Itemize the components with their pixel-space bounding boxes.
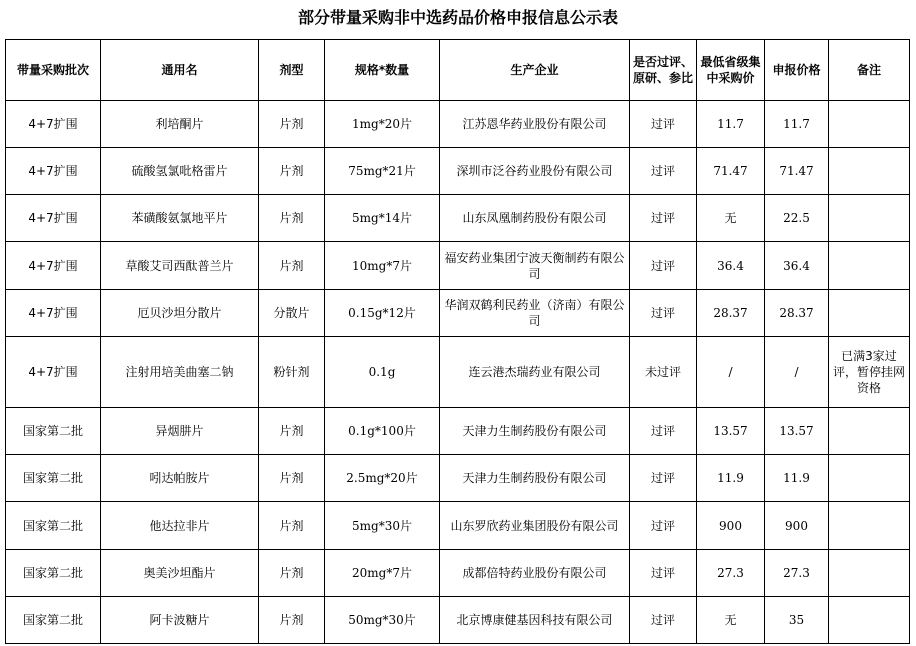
table-row — [6, 242, 910, 290]
cell-eval: 过评 — [630, 502, 697, 550]
cell-spec: 0.1g — [325, 337, 440, 408]
cell-batch: 国家第二批 — [6, 597, 101, 644]
price-table — [5, 39, 910, 644]
cell-eval: 过评 — [630, 550, 697, 597]
cell-batch: 4+7扩围 — [6, 290, 101, 337]
cell-price: 11.7 — [765, 101, 829, 148]
cell-name: 利培酮片 — [101, 101, 259, 148]
cell-batch: 4+7扩围 — [6, 101, 101, 148]
table-row — [6, 290, 910, 337]
cell-min-price: 13.57 — [697, 408, 765, 455]
cell-min-price: 71.47 — [697, 148, 765, 195]
cell-note — [829, 597, 910, 644]
cell-form: 粉针剂 — [259, 337, 325, 408]
table-row — [6, 148, 910, 195]
cell-spec: 5mg*30片 — [325, 502, 440, 550]
table-row — [6, 408, 910, 455]
cell-batch: 4+7扩围 — [6, 337, 101, 408]
cell-price: 28.37 — [765, 290, 829, 337]
cell-eval: 过评 — [630, 242, 697, 290]
cell-price: 35 — [765, 597, 829, 644]
header-eval: 是否过评、原研、参比 — [630, 40, 697, 101]
cell-note — [829, 455, 910, 502]
cell-batch: 4+7扩围 — [6, 148, 101, 195]
header-spec: 规格*数量 — [325, 40, 440, 101]
cell-spec: 0.1g*100片 — [325, 408, 440, 455]
cell-company: 深圳市泛谷药业股份有限公司 — [440, 148, 630, 195]
cell-min-price: 36.4 — [697, 242, 765, 290]
cell-note — [829, 408, 910, 455]
header-batch: 带量采购批次 — [6, 40, 101, 101]
table-row — [6, 597, 910, 644]
cell-form: 片剂 — [259, 550, 325, 597]
cell-note — [829, 502, 910, 550]
cell-eval: 未过评 — [630, 337, 697, 408]
page-title: 部分带量采购非中选药品价格申报信息公示表 — [297, 8, 618, 27]
cell-note — [829, 195, 910, 242]
cell-spec: 2.5mg*20片 — [325, 455, 440, 502]
cell-eval: 过评 — [630, 290, 697, 337]
cell-form: 片剂 — [259, 502, 325, 550]
cell-price: 22.5 — [765, 195, 829, 242]
cell-min-price: 无 — [697, 597, 765, 644]
cell-note — [829, 242, 910, 290]
table-row — [6, 550, 910, 597]
cell-form: 片剂 — [259, 101, 325, 148]
cell-spec: 1mg*20片 — [325, 101, 440, 148]
cell-price: 11.9 — [765, 455, 829, 502]
cell-eval: 过评 — [630, 101, 697, 148]
cell-form: 片剂 — [259, 242, 325, 290]
cell-name: 硫酸氢氯吡格雷片 — [101, 148, 259, 195]
cell-min-price: 27.3 — [697, 550, 765, 597]
cell-name: 草酸艾司西酞普兰片 — [101, 242, 259, 290]
cell-batch: 国家第二批 — [6, 408, 101, 455]
cell-eval: 过评 — [630, 408, 697, 455]
cell-form: 片剂 — [259, 597, 325, 644]
cell-note: 已满3家过评，暂停挂网资格 — [829, 337, 910, 408]
cell-company: 连云港杰瑞药业有限公司 — [440, 337, 630, 408]
cell-price: 36.4 — [765, 242, 829, 290]
cell-eval: 过评 — [630, 597, 697, 644]
header-form: 剂型 — [259, 40, 325, 101]
cell-spec: 10mg*7片 — [325, 242, 440, 290]
cell-company: 北京博康健基因科技有限公司 — [440, 597, 630, 644]
cell-form: 片剂 — [259, 408, 325, 455]
header-company: 生产企业 — [440, 40, 630, 101]
cell-min-price: / — [697, 337, 765, 408]
cell-batch: 国家第二批 — [6, 502, 101, 550]
cell-spec: 20mg*7片 — [325, 550, 440, 597]
cell-spec: 75mg*21片 — [325, 148, 440, 195]
cell-min-price: 无 — [697, 195, 765, 242]
table-row — [6, 455, 910, 502]
cell-form: 片剂 — [259, 455, 325, 502]
cell-form: 片剂 — [259, 148, 325, 195]
table-row — [6, 101, 910, 148]
cell-name: 厄贝沙坦分散片 — [101, 290, 259, 337]
cell-note — [829, 148, 910, 195]
cell-eval: 过评 — [630, 148, 697, 195]
cell-form: 片剂 — [259, 195, 325, 242]
cell-spec: 5mg*14片 — [325, 195, 440, 242]
cell-price: 27.3 — [765, 550, 829, 597]
cell-batch: 4+7扩围 — [6, 242, 101, 290]
cell-spec: 50mg*30片 — [325, 597, 440, 644]
table-row — [6, 195, 910, 242]
cell-note — [829, 290, 910, 337]
header-row — [6, 40, 910, 101]
cell-note — [829, 101, 910, 148]
cell-name: 奥美沙坦酯片 — [101, 550, 259, 597]
cell-batch: 国家第二批 — [6, 550, 101, 597]
cell-company: 成都倍特药业股份有限公司 — [440, 550, 630, 597]
cell-company: 华润双鹤利民药业（济南）有限公司 — [440, 290, 630, 337]
cell-batch: 国家第二批 — [6, 455, 101, 502]
cell-price: 900 — [765, 502, 829, 550]
cell-name: 苯磺酸氨氯地平片 — [101, 195, 259, 242]
cell-price: / — [765, 337, 829, 408]
cell-company: 山东罗欣药业集团股份有限公司 — [440, 502, 630, 550]
cell-spec: 0.15g*12片 — [325, 290, 440, 337]
cell-batch: 4+7扩围 — [6, 195, 101, 242]
cell-name: 注射用培美曲塞二钠 — [101, 337, 259, 408]
header-price: 申报价格 — [765, 40, 829, 101]
cell-company: 天津力生制药股份有限公司 — [440, 455, 630, 502]
header-note: 备注 — [829, 40, 910, 101]
cell-name: 吲达帕胺片 — [101, 455, 259, 502]
cell-eval: 过评 — [630, 455, 697, 502]
cell-company: 江苏恩华药业股份有限公司 — [440, 101, 630, 148]
table-row — [6, 502, 910, 550]
cell-name: 异烟肼片 — [101, 408, 259, 455]
cell-company: 山东凤凰制药股份有限公司 — [440, 195, 630, 242]
cell-min-price: 11.9 — [697, 455, 765, 502]
cell-name: 他达拉非片 — [101, 502, 259, 550]
cell-form: 分散片 — [259, 290, 325, 337]
table-row — [6, 337, 910, 408]
cell-eval: 过评 — [630, 195, 697, 242]
cell-price: 13.57 — [765, 408, 829, 455]
cell-name: 阿卡波糖片 — [101, 597, 259, 644]
header-min-price: 最低省级集中采购价 — [697, 40, 765, 101]
cell-note — [829, 550, 910, 597]
cell-company: 天津力生制药股份有限公司 — [440, 408, 630, 455]
cell-company: 福安药业集团宁波天衡制药有限公司 — [440, 242, 630, 290]
cell-min-price: 11.7 — [697, 101, 765, 148]
cell-price: 71.47 — [765, 148, 829, 195]
header-name: 通用名 — [101, 40, 259, 101]
cell-min-price: 900 — [697, 502, 765, 550]
cell-min-price: 28.37 — [697, 290, 765, 337]
